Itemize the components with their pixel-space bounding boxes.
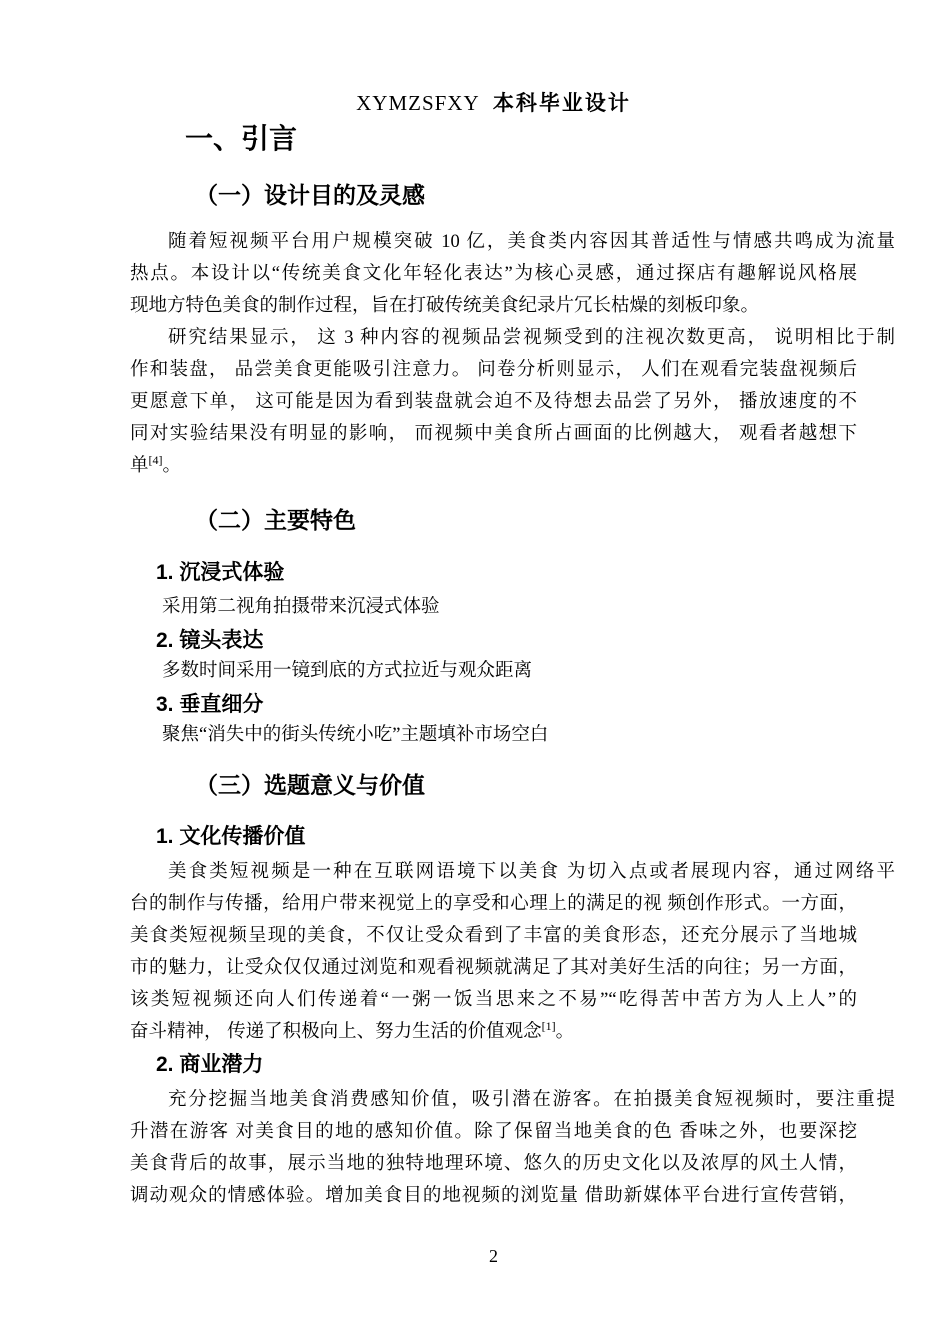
chapter-heading: 一、引言: [185, 123, 298, 154]
paragraph-line: 调动观众的情感体验。增加美食目的地视频的浏览量 借助新媒体平台进行宣传营销，: [130, 1186, 857, 1206]
line-text: 。: [555, 1022, 575, 1042]
feature-3-heading: 3. 垂直细分: [156, 693, 264, 716]
value-1-heading: 1. 文化传播价值: [156, 825, 306, 848]
citation-ref-4: [4]: [148, 452, 163, 467]
paragraph-line: 更愿意下单， 这可能是因为看到装盘就会迫不及待想去品尝了另外， 播放速度的不: [130, 392, 857, 412]
section-3-heading: （三）选题意义与价值: [195, 772, 425, 798]
paragraph-line: 升潜在游客 对美食目的地的感知价值。除了保留当地美食的色 香味之外，也要深挖: [130, 1122, 857, 1142]
feature-1-desc: 采用第二视角拍摄带来沉浸式体验: [162, 597, 440, 617]
paragraph-line: 作和装盘， 品尝美食更能吸引注意力。 问卷分析则显示， 人们在观看完装盘视频后: [130, 360, 857, 380]
paragraph-line: 美食类短视频是一种在互联网语境下以美食 为切入点或者展现内容，通过网络平: [168, 862, 895, 882]
section-2-heading: （二）主要特色: [195, 507, 356, 533]
page-number: 2: [489, 1246, 498, 1266]
paragraph-line: 台的制作与传播，给用户带来视觉上的享受和心理上的满足的视 频创作形式。一方面，: [130, 894, 857, 914]
paragraph-3: [130, 856, 895, 1048]
citation-ref-1: [1]: [541, 1018, 556, 1033]
section-1-heading: （一）设计目的及灵感: [195, 182, 425, 208]
paragraph-2: [130, 322, 895, 482]
paragraph-line: 研究结果显示， 这 3 种内容的视频品尝视频受到的注视次数更高， 说明相比于制: [168, 328, 895, 348]
paragraph-line: 现地方特色美食的制作过程，旨在打破传统美食纪录片冗长枯燥的刻板印象。: [130, 296, 760, 316]
paragraph-line: 随着短视频平台用户规模突破 10 亿，美食类内容因其普适性与情感共鸣成为流量: [168, 232, 895, 252]
line-text: 。: [162, 456, 182, 476]
header-doc-type: 本科毕业设计: [492, 91, 631, 115]
value-2-heading: 2. 商业潜力: [156, 1053, 264, 1076]
feature-2-heading: 2. 镜头表达: [156, 629, 264, 652]
feature-1-heading: 1. 沉浸式体验: [156, 561, 285, 584]
feature-3-desc: 聚焦“消失中的街头传统小吃”主题填补市场空白: [162, 725, 549, 745]
paragraph-4: [130, 1084, 895, 1212]
page-header: [130, 90, 857, 116]
line-text: 单: [130, 456, 149, 476]
paragraph-line: 热点。本设计以“传统美食文化年轻化表达”为核心灵感，通过探店有趣解说风格展: [130, 264, 857, 284]
paragraph-line: 市的魅力，让受众仅仅通过浏览和观看视频就满足了其对美好生活的向往；另一方面，: [130, 958, 857, 978]
paragraph-line: [130, 450, 857, 482]
paragraph-line: 美食类短视频呈现的美食，不仅让受众看到了丰富的美食形态，还充分展示了当地城: [130, 926, 857, 946]
paragraph-line: [130, 1016, 857, 1048]
paragraph-line: 充分挖掘当地美食消费感知价值，吸引潜在游客。在拍摄美食短视频时，要注重提: [168, 1090, 895, 1110]
feature-2-desc: 多数时间采用一镜到底的方式拉近与观众距离: [162, 661, 533, 681]
paragraph-line: 美食背后的故事，展示当地的独特地理环境、悠久的历史文化以及浓厚的风土人情，: [130, 1154, 857, 1174]
paragraph-1: [130, 226, 895, 322]
line-text: 奋斗精神， 传递了积极向上、努力生活的价值观念: [130, 1022, 542, 1042]
paragraph-line: 该类短视频还向人们传递着“一粥一饭当思来之不易”“吃得苦中苦方为人上人”的: [130, 990, 857, 1010]
paragraph-line: 同对实验结果没有明显的影响， 而视频中美食所占画面的比例越大， 观看者越想下: [130, 424, 857, 444]
header-school-code: XYMZSFXY: [356, 91, 480, 115]
